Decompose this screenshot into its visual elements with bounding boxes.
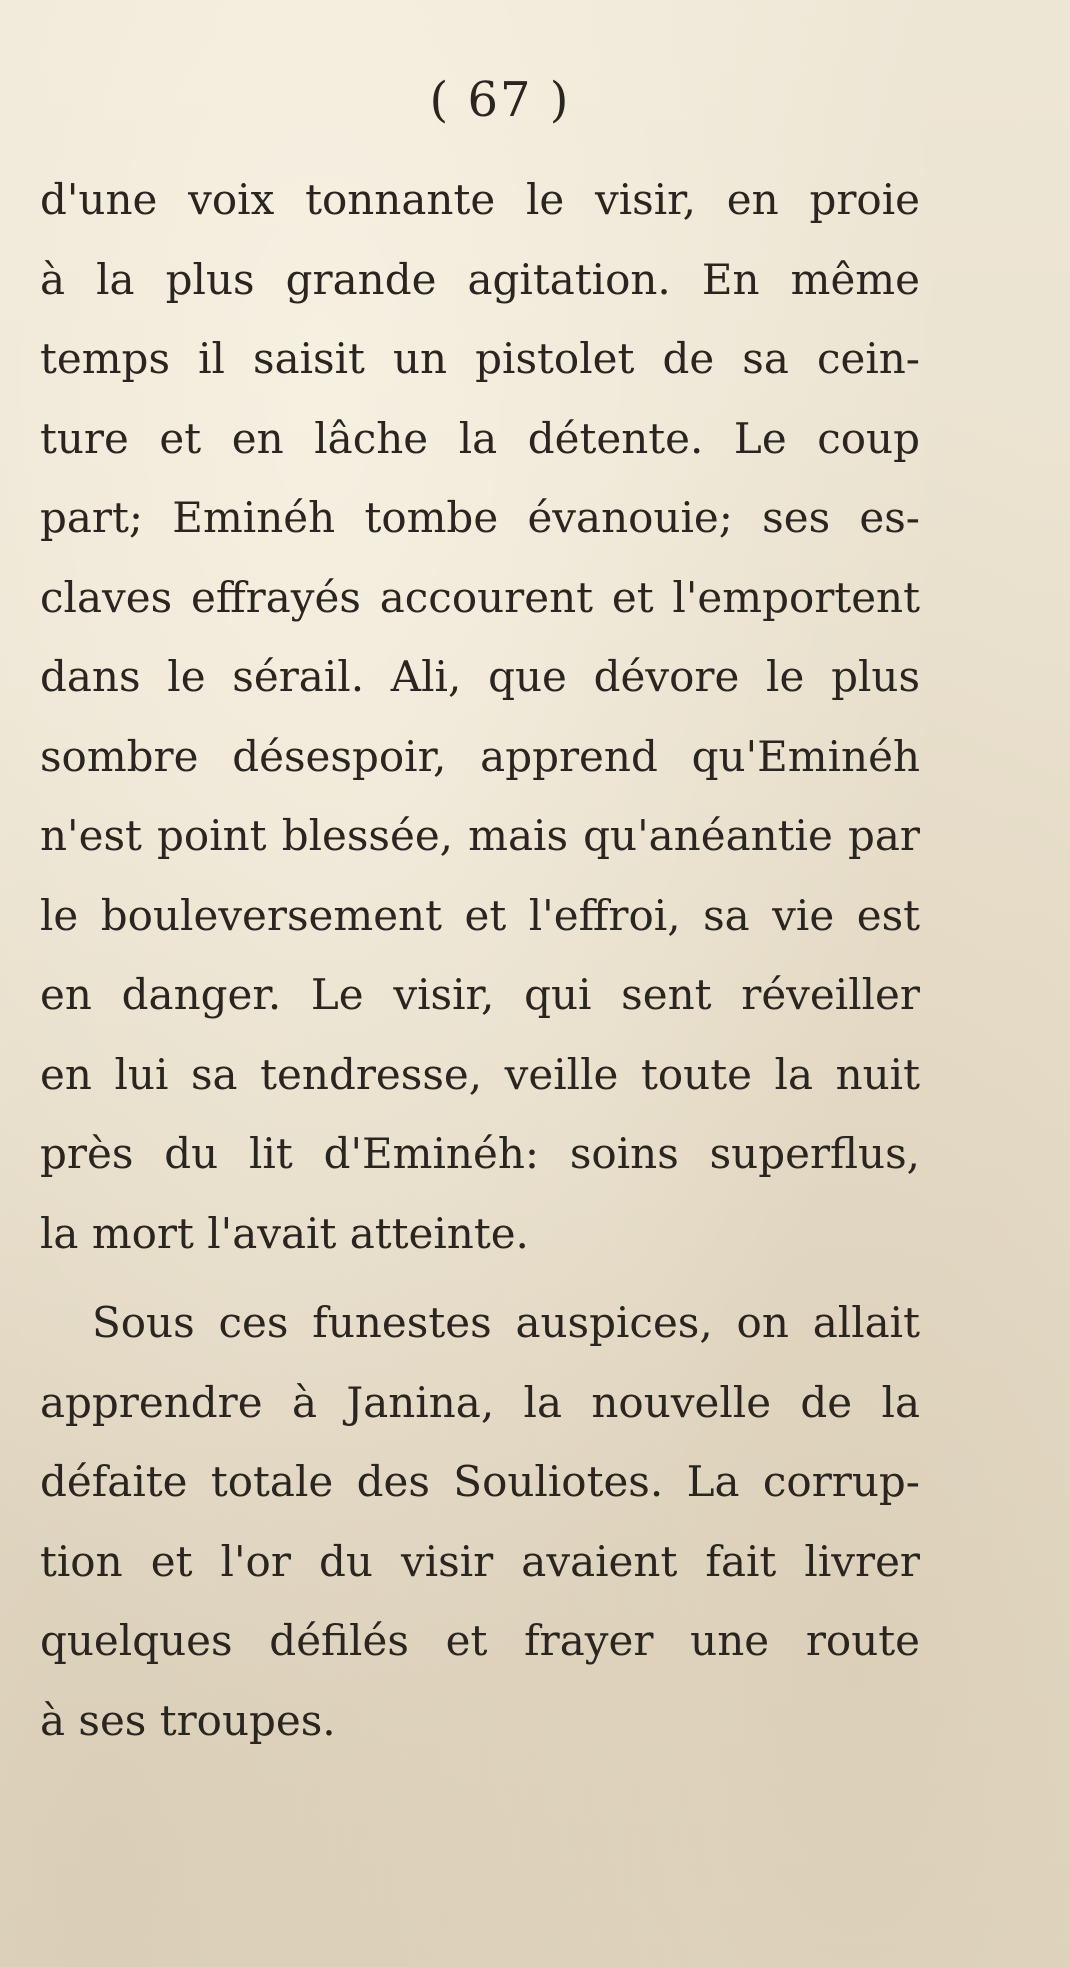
text-line: à la plus grande agitation. En même — [40, 254, 920, 304]
text-line: Sous ces funestes auspices, on allait — [92, 1298, 920, 1347]
text-line: en lui sa tendresse, veille toute la nuit — [40, 1049, 920, 1099]
text-line: d'une voix tonnante le visir, en proie — [40, 175, 920, 224]
text-line: près du lit d'Eminéh: soins superflus, — [40, 1129, 920, 1178]
text-line: dans le sérail. Ali, que dévore le plus — [40, 652, 920, 701]
paragraph-1 — [40, 160, 920, 1273]
text-line: sombre désespoir, apprend qu'Eminéh — [40, 731, 920, 781]
text-line: le bouleversement et l'effroi, sa vie est — [40, 890, 920, 940]
text-line: la mort l'avait atteinte. — [40, 1208, 529, 1258]
paragraph-gap — [40, 1273, 920, 1283]
text-line: quelques défilés et frayer une route — [40, 1616, 920, 1665]
text-line: en danger. Le visir, qui sent réveiller — [40, 970, 920, 1019]
text-line: défaite totale des Souliotes. La corrup- — [40, 1457, 920, 1506]
paragraph-2 — [40, 1283, 920, 1760]
text-line: tion et l'or du visir avaient fait livrer — [40, 1536, 920, 1586]
text-line: apprendre à Janina, la nouvelle de la — [40, 1377, 920, 1427]
text-line: temps il saisit un pistolet de sa cein- — [40, 334, 920, 383]
text-line: n'est point blessée, mais qu'anéantie par — [40, 811, 920, 860]
text-line: à ses troupes. — [40, 1695, 336, 1745]
text-line: part; Eminéh tombe évanouie; ses es- — [40, 493, 920, 542]
text-block — [40, 160, 920, 1760]
text-line: ture et en lâche la détente. Le coup — [40, 413, 920, 463]
text-line: claves effrayés accourent et l'emportent — [40, 572, 920, 622]
page-number: ( 67 ) — [429, 72, 571, 128]
